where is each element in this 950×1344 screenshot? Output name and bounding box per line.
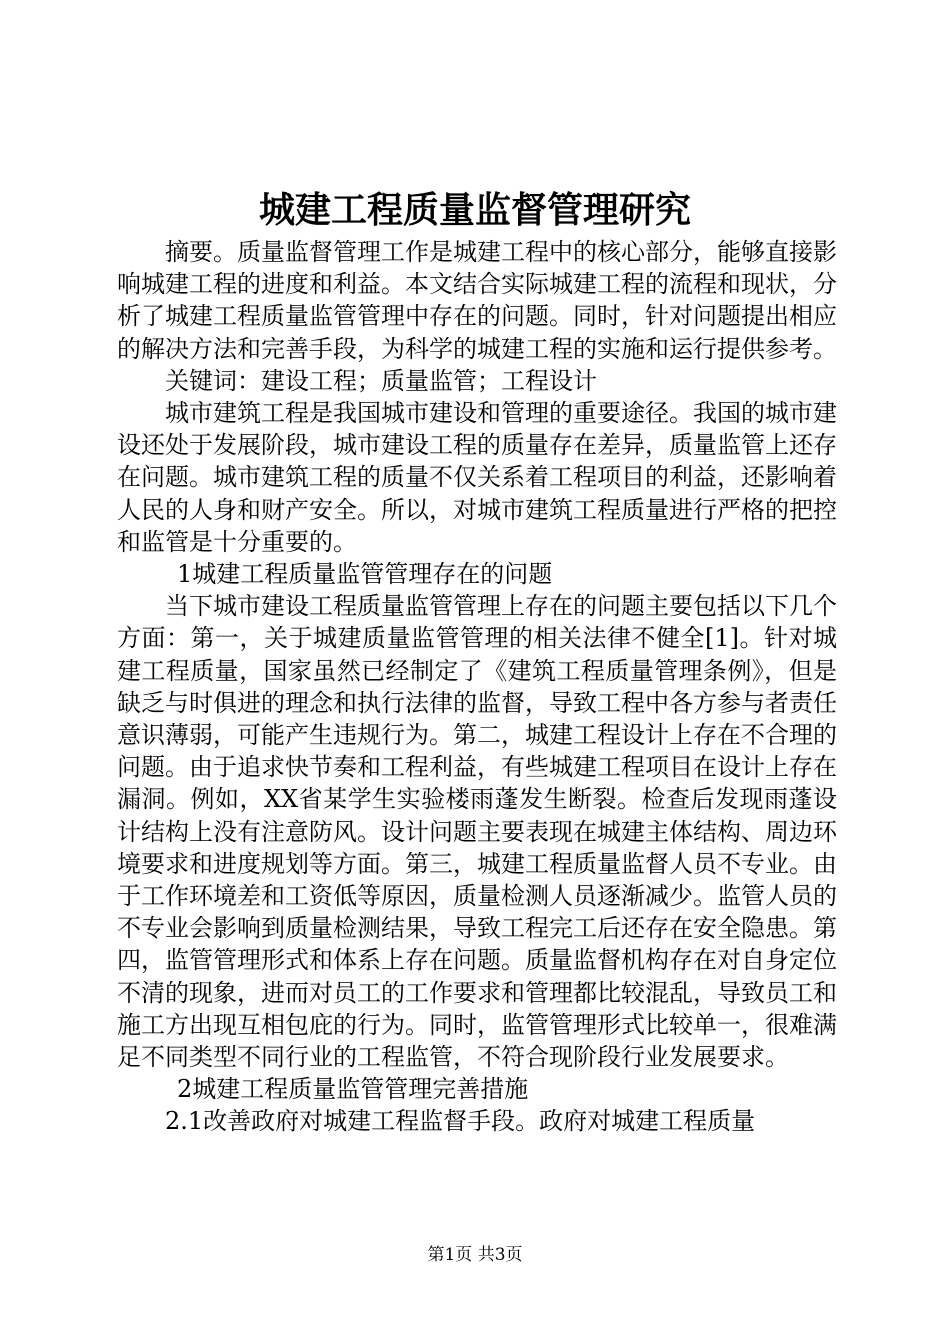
section-1-paragraph: 当下城市建设工程质量监管管理上存在的问题主要包括以下几个方面：第一，关于城建质量监管管理的相关法律不健全[1]。针对城建工程质量，国家虽然已经制定了《建筑工程质量管理条例》，但是缺乏与时俱进的理念和执行法律的监督，导致工程中各方参与者责任意识薄弱，可能产生违规行为。第二，城建工程设计上存在不合理的问题。由于追求快节奏和工程利益，有些城建工程项目在设计上存在漏洞。例如，XX省某学生实验楼雨蓬发生断裂。检查后发现雨蓬设计结构上没有注意防风。设计问题主要表现在城建主体结构、周边环境要求和进度规划等方面。第三，城建工程质量监督人员不专业。由于工作环境差和工资低等原因，质量检测人员逐渐减少。监管人员的不专业会影响到质量检测结果，导致工程完工后还存在安全隐患。第四，监管管理形式和体系上存在问题。质量监督机构存在对自身定位不清的现象，进而对员工的工作要求和管理都比较混乱，导致员工和施工方出现互相包庇的行为。同时，监管管理形式比较单一，很难满足不同类型不同行业的工程监管，不符合现阶段行业发展要求。 — [117, 592, 837, 1072]
keywords-paragraph: 关键词：建设工程；质量监管；工程设计 — [165, 366, 597, 395]
section-2-heading: 2城建工程质量监管管理完善措施 — [177, 1075, 529, 1104]
intro-paragraph: 城市建筑工程是我国城市建设和管理的重要途径。我国的城市建设还处于发展阶段，城市建设工程的质量存在差异，质量监管上还存在问题。城市建筑工程的质量不仅关系着工程项目的利益，还影响着人民的人身和财产安全。所以，对城市建筑工程质量进行严格的把控和监管是十分重要的。 — [117, 399, 837, 556]
section-2-1-paragraph: 2.1改善政府对城建工程监督手段。政府对城建工程质量 — [165, 1107, 756, 1136]
page-footer: 第1页 共3页 — [427, 1245, 523, 1265]
document-body — [117, 236, 837, 1138]
document-title: 城建工程质量监督管理研究 — [258, 189, 691, 231]
section-1-heading: 1城建工程质量监管管理存在的问题 — [177, 560, 553, 589]
abstract-paragraph: 摘要。质量监督管理工作是城建工程中的核心部分，能够直接影响城建工程的进度和利益。本文结合实际城建工程的流程和现状，分析了城建工程质量监管管理中存在的问题。同时，针对问题提出相应的解决方法和完善手段，为科学的城建工程的实施和运行提供参考。 — [117, 238, 837, 363]
